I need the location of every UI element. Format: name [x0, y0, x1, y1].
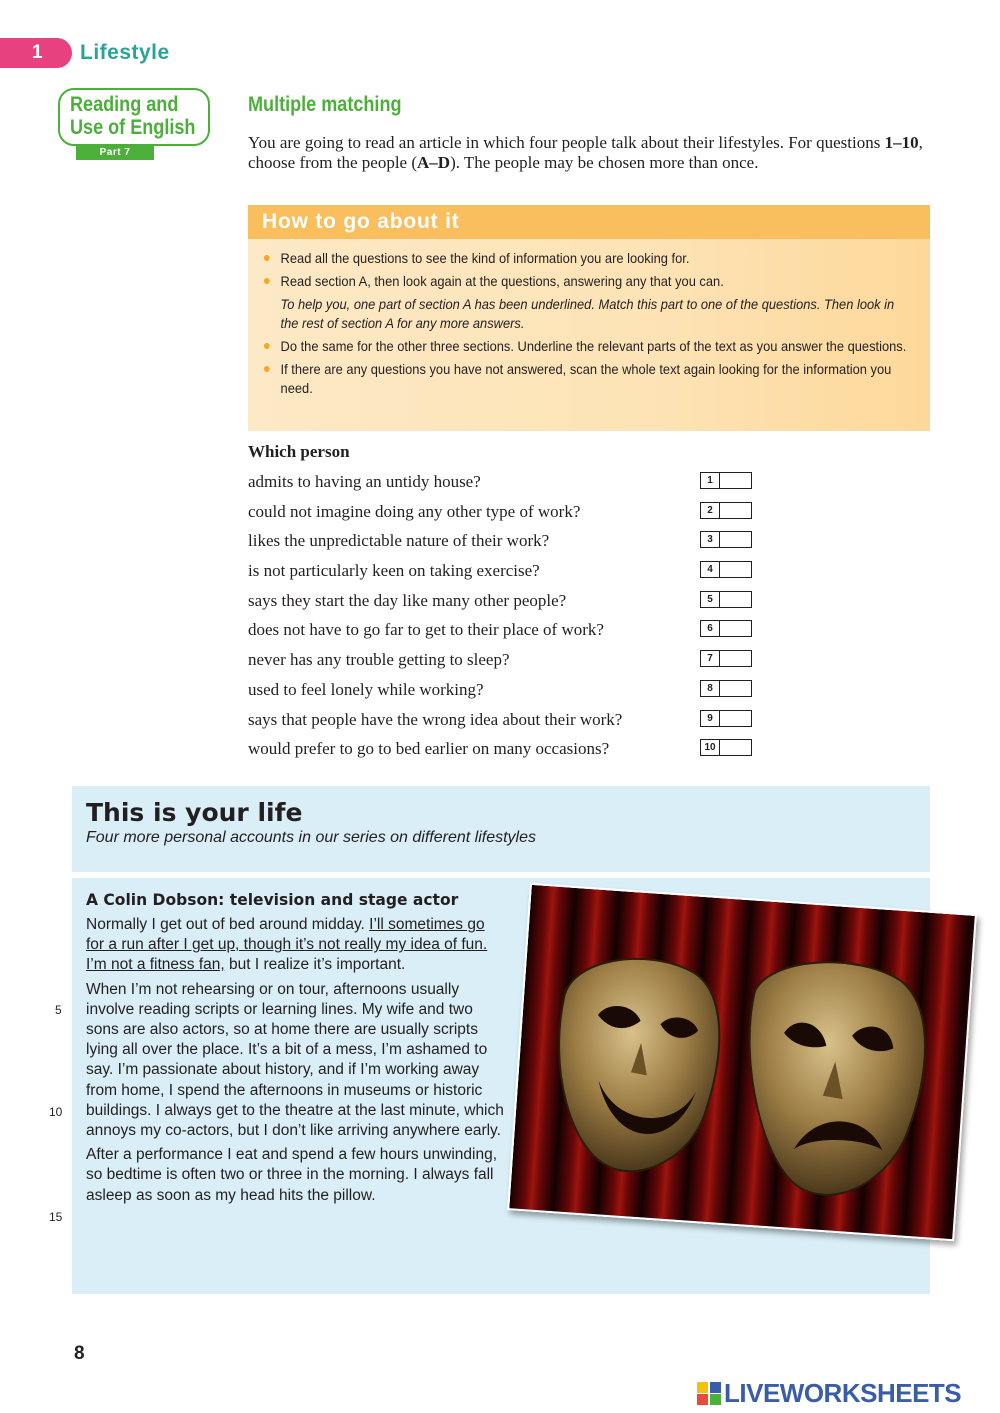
- answer-box[interactable]: 10: [700, 739, 752, 756]
- badge-title: Reading and Use of English: [70, 93, 196, 139]
- answer-box[interactable]: 8: [700, 680, 752, 697]
- paragraph: When I’m not rehearsing or on tour, afternoons usually involve reading scripts or learning lines. My wife and two sons are also actors, so at home there are usually scripts lying all over the place. It’s a bit of a mess, I’m ashamed to say. I’m passionate about history, and if I’m working away from home, I spend the afternoons in museums or historic buildings. I always get to the theatre at the last minute, which annoys my co-actors, but I don’t like arriving anywhere early.: [86, 980, 504, 1140]
- question-row: does not have to go far to get to their place of work? 6: [248, 617, 768, 647]
- question-row: would prefer to go to bed earlier on many occasions? 10: [248, 736, 768, 766]
- masks-illustration: [509, 885, 977, 1241]
- paragraph: After a performance I eat and spend a few hours unwinding, so bedtime is often two or three in the morning. I always fall asleep as soon as my head hits the pillow.: [86, 1146, 497, 1204]
- page-number: 8: [74, 1343, 85, 1364]
- unit-title: Lifestyle: [80, 41, 170, 64]
- line-number: 15: [49, 1210, 63, 1224]
- answer-box[interactable]: 3: [700, 531, 752, 548]
- section-a-text: [86, 915, 506, 1210]
- reading-use-of-english-badge: [58, 88, 210, 146]
- answer-box[interactable]: 6: [700, 620, 752, 637]
- question-row: says that people have the wrong idea about their work? 9: [248, 707, 768, 737]
- bullet-icon: [264, 366, 270, 372]
- liveworksheets-logo[interactable]: [697, 1378, 961, 1409]
- bullet-icon: [264, 278, 270, 284]
- tip-item: Read section A, then look again at the questions, answering any that you can. To help you, one part of section A has been underlined. Match this part to one of the questions. Then look in the rest of section A for any more answers.: [264, 272, 908, 333]
- instructions-paragraph: You are going to read an article in which four people talk about their lifestyles. For questions 1–10, choose from the people (A–D). The people may be chosen more than once.: [248, 133, 923, 172]
- liveworksheets-logo-icon: [697, 1382, 721, 1406]
- line-number: 10: [49, 1105, 63, 1119]
- tips-list: [248, 239, 930, 398]
- how-to-box: [248, 205, 930, 431]
- section-a-heading: A Colin Dobson: television and stage actor: [86, 890, 459, 909]
- line-number: 5: [55, 1003, 62, 1017]
- question-row: is not particularly keen on taking exercise? 4: [248, 558, 768, 588]
- section-title: Multiple matching: [248, 93, 402, 116]
- question-row: could not imagine doing any other type of work? 2: [248, 499, 768, 529]
- answer-box[interactable]: 2: [700, 502, 752, 519]
- tip-item: Do the same for the other three sections. Underline the relevant parts of the text as you answer the questions.: [264, 337, 908, 356]
- paragraph: Normally I get out of bed around midday. I’ll sometimes go for a run after I get up, though it’s not really my idea of fun. I’m not a fitness fan, but I realize it’s important.: [86, 916, 488, 974]
- question-row: used to feel lonely while working? 8: [248, 677, 768, 707]
- theatre-masks-photo: [507, 883, 977, 1241]
- tip-item: If there are any questions you have not answered, scan the whole text again looking for the information you need.: [264, 360, 908, 398]
- question-row: admits to having an untidy house? 1: [248, 469, 768, 499]
- article-header: [72, 786, 930, 872]
- unit-number: 1: [32, 42, 43, 63]
- answer-box[interactable]: 1: [700, 472, 752, 489]
- answer-box[interactable]: 4: [700, 561, 752, 578]
- article-subtitle: Four more personal accounts in our series on different lifestyles: [86, 829, 536, 846]
- underlined-example: I’ll sometimes go for a run after I get up, though it’s not really my idea of fun. I’m not a fitness fan,: [86, 916, 488, 974]
- answer-box[interactable]: 9: [700, 710, 752, 727]
- question-row: likes the unpredictable nature of their work? 3: [248, 528, 768, 558]
- article-title: This is your life: [86, 798, 303, 827]
- bullet-icon: [264, 343, 270, 349]
- question-row: says they start the day like many other people? 5: [248, 588, 768, 618]
- answer-box[interactable]: 7: [700, 650, 752, 667]
- bullet-icon: [264, 255, 270, 261]
- question-row: never has any trouble getting to sleep? 7: [248, 647, 768, 677]
- question-list: [248, 469, 768, 766]
- tip-item: Read all the questions to see the kind of information you are looking for.: [264, 249, 908, 268]
- which-person-heading: Which person: [248, 442, 350, 461]
- how-to-heading: How to go about it: [248, 205, 930, 239]
- answer-box[interactable]: 5: [700, 591, 752, 608]
- logo-text: LIVEWORKSHEETS: [724, 1378, 962, 1408]
- badge-part-label: Part 7: [76, 145, 154, 160]
